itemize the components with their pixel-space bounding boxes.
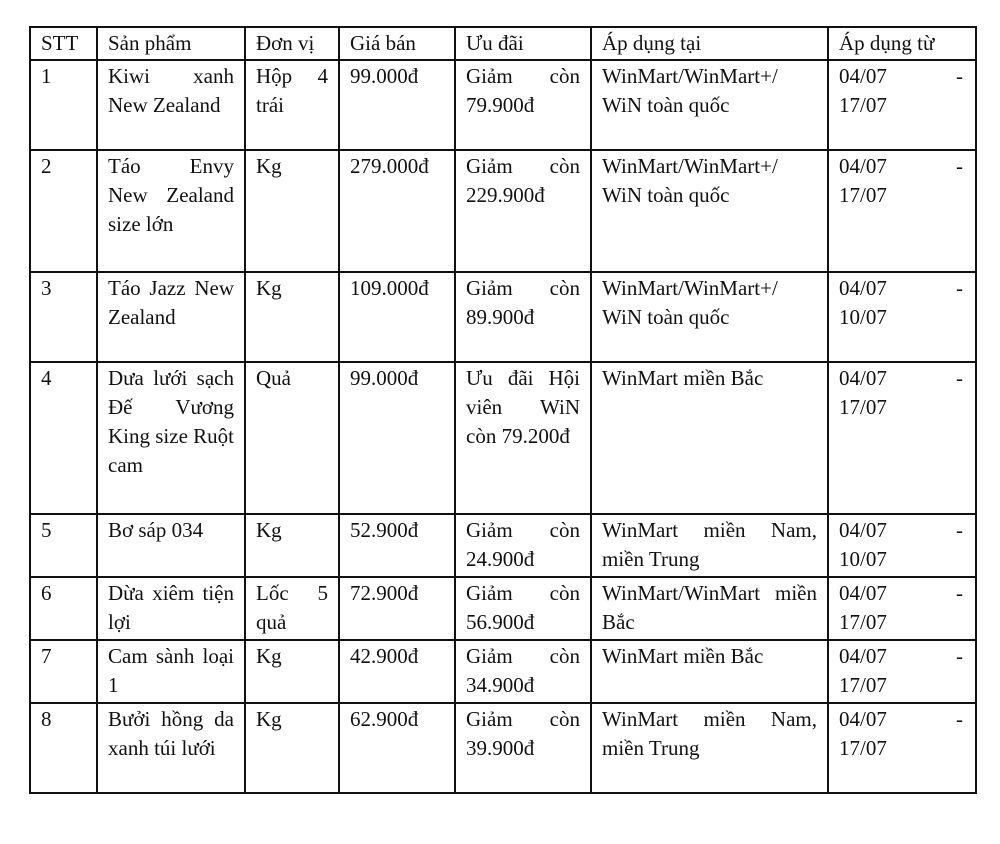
table-row [30, 577, 976, 640]
header-applies-at: Áp dụng tại [591, 27, 828, 60]
cell-applies-at: WinMart/WinMart+/ WiN toàn quốc [591, 60, 828, 150]
cell-product: Cam sành loại 1 [97, 640, 245, 703]
cell-price: 279.000đ [339, 150, 455, 272]
cell-date-range [828, 514, 976, 577]
header-row [30, 27, 976, 60]
cell-applies-at: WinMart miền Nam, miền Trung [591, 703, 828, 793]
cell-applies-at: WinMart miền Bắc [591, 362, 828, 514]
cell-offer: Giảm còn 89.900đ [455, 272, 591, 362]
date-from: 04/07 [839, 366, 887, 390]
cell-applies-at: WinMart miền Nam, miền Trung [591, 514, 828, 577]
date-dash: - [956, 154, 963, 178]
cell-unit: Quả [245, 362, 339, 514]
header-unit: Đơn vị [245, 27, 339, 60]
date-to: 17/07 [839, 610, 887, 634]
date-from: 04/07 [839, 581, 887, 605]
cell-date-range [828, 703, 976, 793]
header-offer: Ưu đãi [455, 27, 591, 60]
date-dash: - [956, 644, 963, 668]
cell-offer: Giảm còn 39.900đ [455, 703, 591, 793]
cell-unit: Hộp 4 trái [245, 60, 339, 150]
cell-unit: Kg [245, 272, 339, 362]
cell-unit: Kg [245, 640, 339, 703]
cell-unit: Kg [245, 150, 339, 272]
cell-applies-at: WinMart/WinMart+/ WiN toàn quốc [591, 150, 828, 272]
date-to: 10/07 [839, 305, 887, 329]
cell-price: 99.000đ [339, 362, 455, 514]
cell-date-range [828, 577, 976, 640]
date-dash: - [956, 276, 963, 300]
cell-product: Dưa lưới sạch Đế Vương King size Ruột cam [97, 362, 245, 514]
header-product: Sản phẩm [97, 27, 245, 60]
table-row [30, 150, 976, 272]
cell-offer: Giảm còn 24.900đ [455, 514, 591, 577]
cell-product: Bưởi hồng da xanh túi lưới [97, 703, 245, 793]
cell-offer: Giảm còn 229.900đ [455, 150, 591, 272]
cell-product: Bơ sáp 034 [97, 514, 245, 577]
cell-stt: 7 [30, 640, 97, 703]
cell-product: Táo Envy New Zealand size lớn [97, 150, 245, 272]
table-row [30, 640, 976, 703]
table-row [30, 703, 976, 793]
cell-price: 52.900đ [339, 514, 455, 577]
table-header [30, 27, 976, 60]
cell-unit: Kg [245, 703, 339, 793]
date-from: 04/07 [839, 518, 887, 542]
cell-stt: 1 [30, 60, 97, 150]
cell-offer: Giảm còn 56.900đ [455, 577, 591, 640]
date-dash: - [956, 64, 963, 88]
date-from: 04/07 [839, 64, 887, 88]
cell-date-range [828, 272, 976, 362]
cell-offer: Giảm còn 34.900đ [455, 640, 591, 703]
table-row [30, 514, 976, 577]
header-applies-from: Áp dụng từ [828, 27, 976, 60]
cell-price: 99.000đ [339, 60, 455, 150]
table-row [30, 362, 976, 514]
cell-stt: 5 [30, 514, 97, 577]
date-to: 17/07 [839, 395, 887, 419]
cell-product: Táo Jazz New Zealand [97, 272, 245, 362]
date-from: 04/07 [839, 154, 887, 178]
cell-price: 62.900đ [339, 703, 455, 793]
date-to: 10/07 [839, 547, 887, 571]
cell-price: 42.900đ [339, 640, 455, 703]
promotion-table [29, 26, 977, 794]
date-to: 17/07 [839, 93, 887, 117]
cell-applies-at: WinMart/WinMart miền Bắc [591, 577, 828, 640]
table-body [30, 60, 976, 793]
table-row [30, 60, 976, 150]
cell-date-range [828, 150, 976, 272]
date-from: 04/07 [839, 644, 887, 668]
header-price: Giá bán [339, 27, 455, 60]
cell-stt: 3 [30, 272, 97, 362]
cell-unit: Lốc 5 quả [245, 577, 339, 640]
cell-stt: 6 [30, 577, 97, 640]
cell-price: 72.900đ [339, 577, 455, 640]
date-to: 17/07 [839, 673, 887, 697]
cell-price: 109.000đ [339, 272, 455, 362]
cell-date-range [828, 60, 976, 150]
cell-stt: 8 [30, 703, 97, 793]
date-dash: - [956, 518, 963, 542]
header-stt: STT [30, 27, 97, 60]
cell-date-range [828, 640, 976, 703]
cell-stt: 4 [30, 362, 97, 514]
cell-date-range [828, 362, 976, 514]
table-row [30, 272, 976, 362]
cell-product: Kiwi xanh New Zealand [97, 60, 245, 150]
cell-offer: Ưu đãi Hội viên WiN còn 79.200đ [455, 362, 591, 514]
date-dash: - [956, 366, 963, 390]
cell-offer: Giảm còn 79.900đ [455, 60, 591, 150]
date-from: 04/07 [839, 276, 887, 300]
date-dash: - [956, 707, 963, 731]
cell-stt: 2 [30, 150, 97, 272]
cell-applies-at: WinMart/WinMart+/ WiN toàn quốc [591, 272, 828, 362]
date-dash: - [956, 581, 963, 605]
cell-unit: Kg [245, 514, 339, 577]
date-to: 17/07 [839, 183, 887, 207]
date-to: 17/07 [839, 736, 887, 760]
cell-product: Dừa xiêm tiện lợi [97, 577, 245, 640]
date-from: 04/07 [839, 707, 887, 731]
cell-applies-at: WinMart miền Bắc [591, 640, 828, 703]
